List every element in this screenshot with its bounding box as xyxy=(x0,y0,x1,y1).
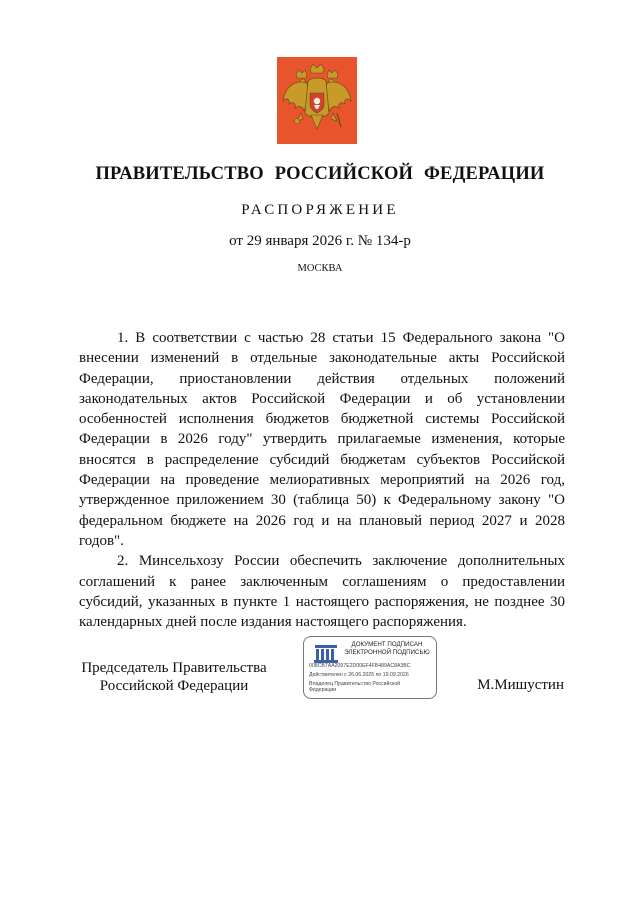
government-building-icon xyxy=(312,642,340,664)
signatory-position xyxy=(79,659,269,695)
document-body xyxy=(79,328,565,632)
electronic-signature-stamp xyxy=(303,636,437,699)
stamp-title-line1: ДОКУМЕНТ ПОДПИСАН xyxy=(351,641,423,648)
signatory-name: М.Мишустин xyxy=(477,677,564,693)
stamp-validity: Действителен с 26.06.2025 по 19.09.2026 xyxy=(309,672,409,678)
stamp-owner: Владелец Правительство Российской Федерации xyxy=(309,681,401,693)
stamp-certificate: 008CB7AA2097E2D00EF4FB489AC8A3BC xyxy=(309,663,411,669)
document-date-number: от 29 января 2026 г. № 134-р xyxy=(229,233,411,249)
organization-title: ПРАВИТЕЛЬСТВО РОССИЙСКОЙ ФЕДЕРАЦИИ xyxy=(95,164,545,184)
coat-of-arms-emblem xyxy=(277,57,357,144)
russian-coat-of-arms-icon xyxy=(277,57,357,144)
document-city: МОСКВА xyxy=(297,263,343,274)
paragraph-2: 2. Минсельхозу России обеспечить заключение дополнительных соглашений к ранее заключенным соглашениям о предоставлении субсидий, указанных в пункте 1 настоящего распоряжения, не позднее 30 календарных дней после издания настоящего распоряжения. xyxy=(79,553,565,631)
signatory-position-line1: Председатель Правительства xyxy=(81,660,267,676)
signatory-position-line2: Российской Федерации xyxy=(99,678,249,694)
stamp-title-line2: ЭЛЕКТРОННОЙ ПОДПИСЬЮ xyxy=(344,648,430,656)
paragraph-1: 1. В соответствии с частью 28 статьи 15 Федерального закона "О внесении изменений в отдельные законодательные акты Российской Федерации, приостановлении действия отдельных положений законодательных актов Российской Федерации и об установлении особенностей исполнения бюджетов бюджетной системы Российской Федерации в 2026 году" утвердить прилагаемые изменения, которые вносятся в распределение субсидий бюджетам субъектов Российской Федерации на проведение мелиоративных мероприятий на 2026 год, утвержденное приложением 30 (таблица 50) к Федеральному закону "О федеральном бюджете на 2026 год и на плановый период 2027 и 2028 годов". xyxy=(79,330,565,549)
stamp-title xyxy=(338,641,436,656)
document-type: РАСПОРЯЖЕНИЕ xyxy=(241,202,399,218)
